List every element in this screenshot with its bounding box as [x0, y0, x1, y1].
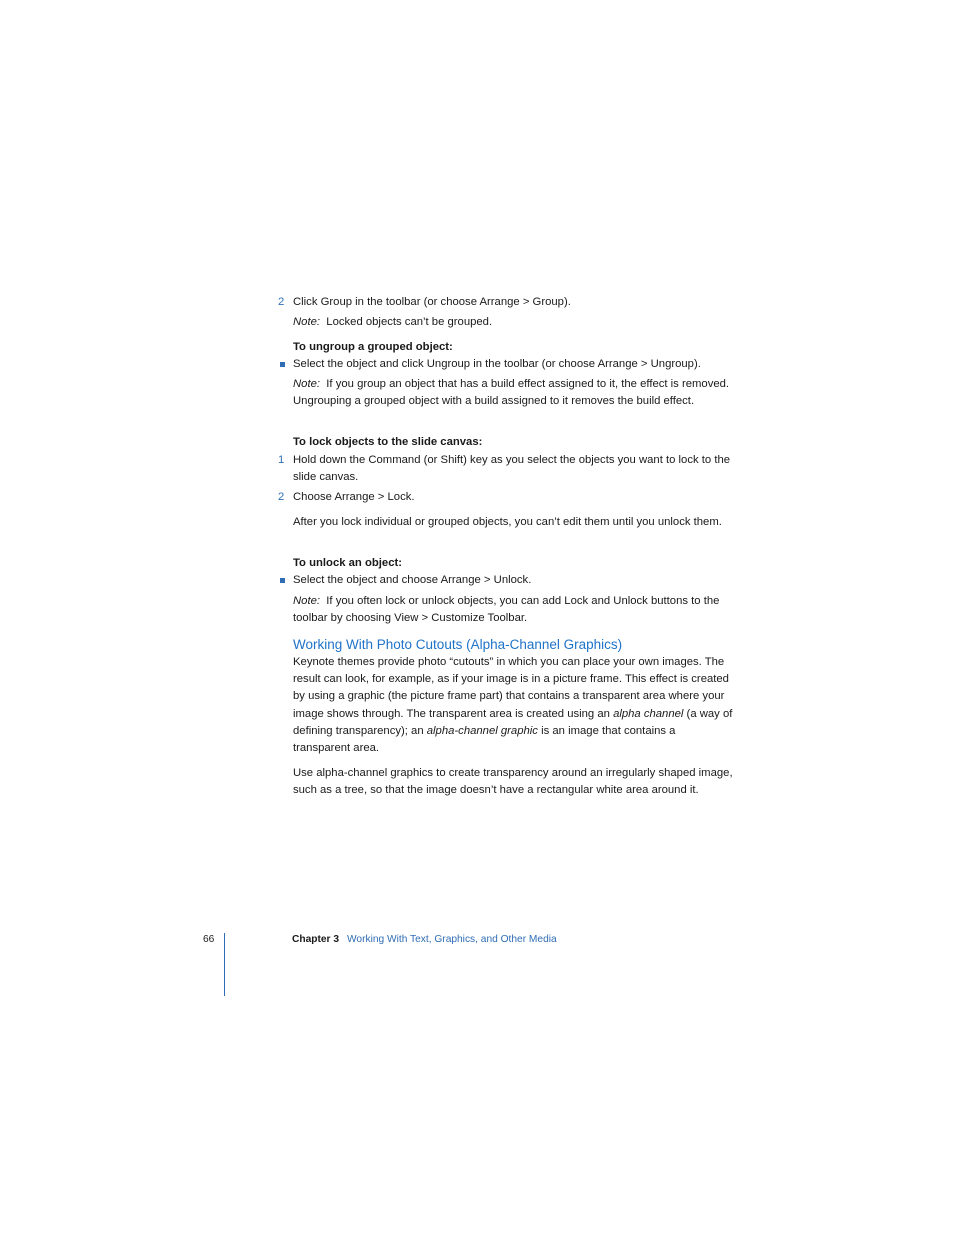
step-number: 1 [278, 454, 285, 466]
bullet-marker [280, 578, 285, 583]
note-label: Note: [293, 595, 321, 607]
bullet-marker [280, 362, 285, 367]
body-paragraph: After you lock individual or grouped objects, you can’t edit them until you unlock them. [293, 516, 722, 528]
chapter-title: Working With Text, Graphics, and Other Media [347, 934, 557, 945]
task-title: To unlock an object: [293, 557, 402, 569]
step-text: Click Group in the toolbar (or choose Arrange > Group). [293, 296, 571, 308]
step-number: 2 [278, 296, 285, 308]
bullet-item [293, 356, 733, 373]
note [293, 314, 733, 331]
section-heading: Working With Photo Cutouts (Alpha-Channel Graphics) [293, 637, 623, 652]
task-title: To ungroup a grouped object: [293, 341, 453, 353]
term-alpha-channel: alpha channel [613, 707, 684, 720]
step-text: Hold down the Command (or Shift) key as you select the objects you want to lock to the slide canvas. [293, 454, 731, 484]
note-label: Note: [293, 378, 321, 390]
term-alpha-channel-graphic: alpha-channel graphic [426, 724, 538, 737]
note-label: Note: [293, 316, 321, 328]
note [293, 376, 733, 410]
step-text: Choose Arrange > Lock. [293, 491, 415, 503]
step-item [278, 489, 733, 506]
note-text: If you often lock or unlock objects, you can add Lock and Unlock buttons to the toolbar by choosing View > Customize Toolbar. [293, 595, 720, 625]
paragraph-text: Keynote themes provide photo “cutouts” in which you can place your own images. The result can look, for example, as if your image is in a picture frame. This effect is created by using a graphic (the picture frame part) that contains a transparent area where your image shows through. The transparent area is created using an [293, 656, 729, 720]
paragraph-text: (a way of defining transparency); an [293, 707, 733, 737]
task-title: To lock objects to the slide canvas: [293, 436, 483, 448]
step-number: 2 [278, 491, 285, 503]
paragraph-text: is an image that contains a transparent area. [293, 724, 676, 755]
step-item [278, 294, 733, 311]
bullet-text: Select the object and choose Arrange > Unlock. [293, 574, 532, 586]
footer-divider [224, 933, 225, 996]
body-paragraph [293, 654, 733, 757]
step-item [278, 452, 733, 486]
page-number: 66 [203, 934, 215, 945]
body-paragraph: Use alpha-channel graphics to create transparency around an irregularly shaped image, such as a tree, so that the image doesn’t have a rectangular white area around it. [293, 767, 733, 797]
note-text: Locked objects can’t be grouped. [326, 316, 493, 328]
note [293, 593, 733, 627]
chapter-label: Chapter 3 [292, 934, 339, 945]
bullet-item [293, 572, 733, 589]
bullet-text: Select the object and click Ungroup in the toolbar (or choose Arrange > Ungroup). [293, 358, 701, 370]
note-text: If you group an object that has a build effect assigned to it, the effect is removed. Ungrouping a grouped object with a build assigned to it removes the build effect. [293, 378, 730, 408]
